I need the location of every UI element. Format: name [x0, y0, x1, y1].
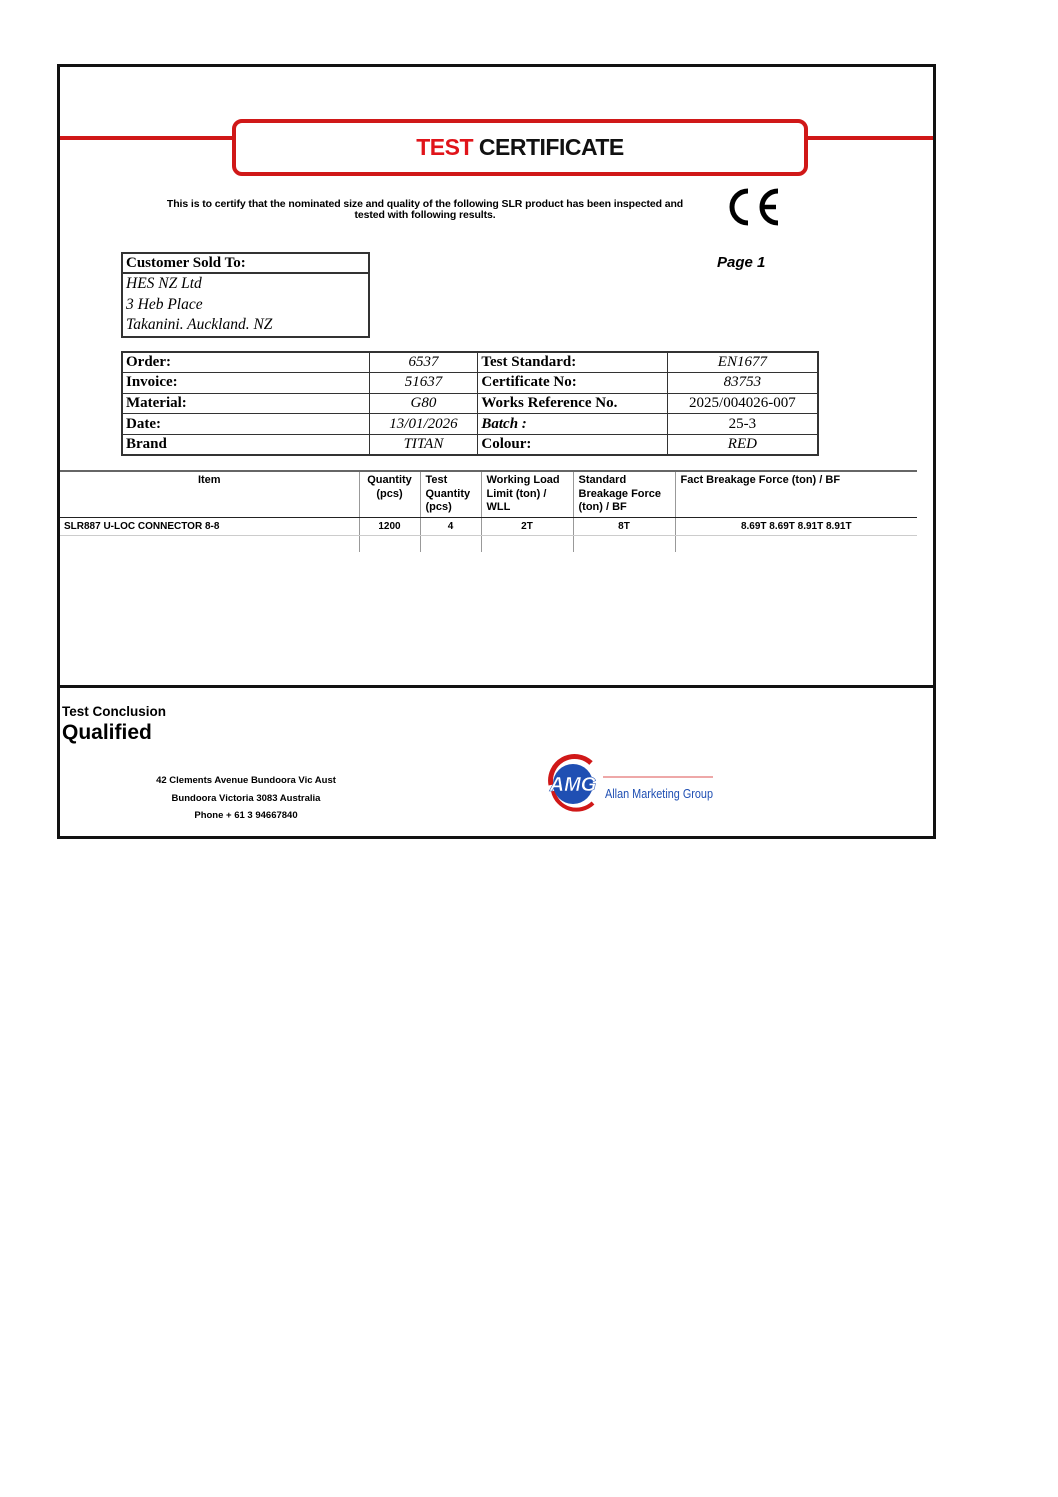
- material-label: Material:: [122, 393, 369, 414]
- cell-fact-bf: 8.69T 8.69T 8.91T 8.91T: [675, 517, 917, 535]
- table-row-empty: [60, 535, 917, 552]
- header-fact-bf: Fact Breakage Force (ton) / BF: [675, 471, 917, 517]
- material-value: G80: [369, 393, 478, 414]
- colour-label: Colour:: [478, 434, 667, 455]
- cell-item: SLR887 U-LOC CONNECTOR 8-8: [60, 517, 359, 535]
- date-label: Date:: [122, 414, 369, 435]
- certificate-no-label: Certificate No:: [478, 373, 667, 394]
- invoice-label: Invoice:: [122, 373, 369, 394]
- title-test: TEST: [416, 134, 474, 160]
- header-item: Item: [60, 471, 359, 517]
- info-row-invoice: [122, 373, 818, 394]
- order-value: 6537: [369, 352, 478, 373]
- cell-test-quantity: 4: [420, 517, 481, 535]
- date-value: 13/01/2026: [369, 414, 478, 435]
- cell-empty: [420, 535, 481, 552]
- table-row: [60, 517, 917, 535]
- title-rule-right: [806, 136, 933, 140]
- logo-initials: AMG: [549, 774, 597, 796]
- info-row-material: [122, 393, 818, 414]
- order-label: Order:: [122, 352, 369, 373]
- header-quantity: Quantity (pcs): [359, 471, 420, 517]
- certificate-no-value: 83753: [667, 373, 818, 394]
- logo-company-name: Allan Marketing Group: [605, 786, 713, 801]
- test-conclusion-label: Test Conclusion: [62, 704, 167, 719]
- order-info-table: [121, 351, 819, 456]
- cell-standard-bf: 8T: [573, 517, 675, 535]
- header-standard-bf: Standard Breakage Force (ton) / BF: [573, 471, 675, 517]
- cell-empty: [573, 535, 675, 552]
- cell-empty: [359, 535, 420, 552]
- title-banner: [232, 119, 808, 176]
- cell-empty: [60, 535, 359, 552]
- brand-value: TITAN: [369, 434, 478, 455]
- works-reference-label: Works Reference No.: [478, 393, 667, 414]
- customer-line: Takanini. Auckland. NZ: [126, 316, 273, 333]
- customer-line: HES NZ Ltd: [126, 275, 202, 292]
- header-test-quantity: Test Quantity (pcs): [420, 471, 481, 517]
- test-standard-value: EN1677: [667, 352, 818, 373]
- cell-empty: [675, 535, 917, 552]
- phone-line: Phone + 61 3 94667840: [194, 810, 298, 821]
- customer-line: 3 Heb Place: [126, 295, 203, 313]
- invoice-value: 51637: [369, 373, 478, 394]
- ce-mark-icon: [724, 185, 784, 229]
- results-header-row: [60, 471, 917, 517]
- cell-quantity: 1200: [359, 517, 420, 535]
- cell-empty: [481, 535, 573, 552]
- company-address: [130, 772, 362, 825]
- info-row-brand: [122, 434, 818, 455]
- customer-box: [121, 252, 370, 338]
- batch-label: Batch :: [478, 414, 667, 435]
- address-line: 42 Clements Avenue Bundoora Vic Aust: [156, 775, 336, 786]
- batch-value: 25-3: [667, 414, 818, 435]
- test-standard-label: Test Standard:: [478, 352, 667, 373]
- test-results-table: [60, 470, 917, 552]
- brand-label: Brand: [122, 434, 369, 455]
- amg-logo: [541, 755, 721, 811]
- cell-wll: 2T: [481, 517, 573, 535]
- header-wll: Working Load Limit (ton) / WLL: [481, 471, 573, 517]
- title-certificate: CERTIFICATE: [478, 134, 624, 160]
- certification-statement: This is to certify that the nominated size and quality of the following SLR product has been inspected and tested with following results.: [166, 198, 684, 221]
- page-title: [416, 134, 624, 161]
- page-number: Page 1: [717, 254, 766, 271]
- address-line: Bundoora Victoria 3083 Australia: [171, 792, 321, 804]
- title-rule-left: [60, 136, 234, 140]
- works-reference-value: 2025/004026-007: [667, 393, 818, 414]
- info-row-date: [122, 414, 818, 435]
- test-conclusion-value: Qualified: [62, 721, 152, 744]
- info-row-order: [122, 352, 818, 373]
- colour-value: RED: [667, 434, 818, 455]
- section-divider: [57, 685, 936, 688]
- customer-heading: Customer Sold To:: [123, 254, 368, 274]
